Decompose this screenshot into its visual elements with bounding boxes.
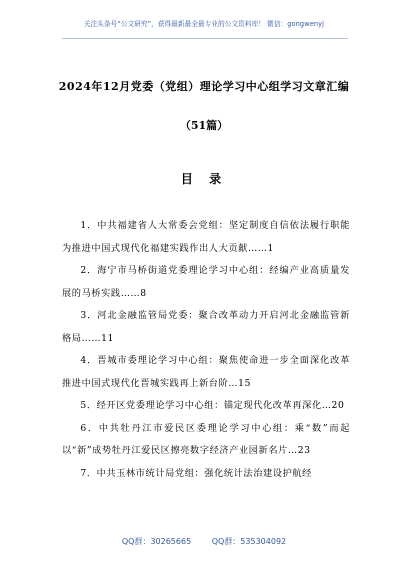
footer-contact: [0, 536, 408, 547]
article-count: （51篇）: [179, 119, 229, 132]
header-divider: [62, 38, 348, 39]
toc-entry[interactable]: 7．中共玉林市统计局党组：强化统计法治建设护航经: [80, 467, 312, 479]
toc-entry[interactable]: 1．中共福建省人大常委会党组：坚定制度自信依法履行职能为推进中国式现代化福建实践作出人大贡献……1: [62, 220, 350, 254]
toc-heading: 目 录: [180, 172, 228, 186]
footer-qq-group-2: QQ群：535304092: [211, 537, 287, 546]
toc-entry[interactable]: 6．中共牡丹江市爱民区委理论学习中心组：乘“数”而起以“新”成势牡丹江爱民区擦亮数字经济产业园新名片…23: [62, 422, 350, 456]
document-title: 2024年12月党委（党组）理论学习中心组学习文章汇编: [58, 80, 350, 93]
toc-entry[interactable]: 5．经开区党委理论学习中心组：锚定现代化改革再深化…20: [80, 400, 345, 411]
toc-entry[interactable]: 3．河北金融监管局党委：聚合改革动力开启河北金融监管新格局……11: [62, 310, 350, 344]
footer-qq-group-1: QQ群：30265665: [121, 537, 192, 546]
table-of-contents: [62, 215, 350, 485]
header-promo-note: 关注头条号“公文研究”，获得最新最全最专业的公文资料库！ 微信：gongwenyj: [83, 20, 325, 28]
toc-entry[interactable]: 4．晋城市委理论学习中心组：聚焦使命进一步全面深化改革推进中国式现代化晋城实践再上新台阶…15: [62, 355, 350, 389]
toc-entry[interactable]: 2．海宁市马桥街道党委理论学习中心组：经编产业高质量发展的马桥实践……8: [62, 265, 350, 299]
